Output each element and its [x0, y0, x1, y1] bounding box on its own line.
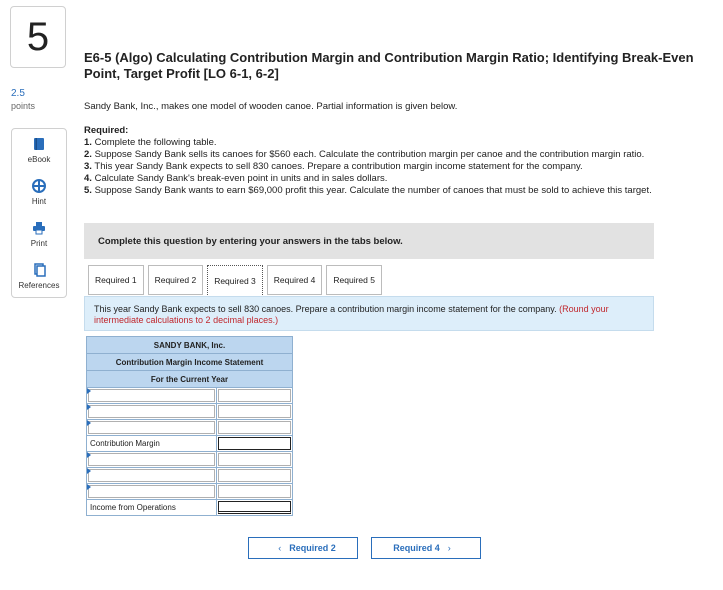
amount-input[interactable]: [218, 485, 291, 498]
tab-required-1[interactable]: Required 1: [88, 265, 144, 295]
income-from-operations-input[interactable]: [218, 501, 291, 514]
contribution-margin-input[interactable]: [218, 437, 291, 450]
table-row: [87, 404, 293, 420]
question-title: E6-5 (Algo) Calculating Contribution Margin and Contribution Margin Ratio; Identifying Break-Even Point, Target Profit [LO 6-1, 6-2]: [84, 50, 694, 81]
required-item-num: 3.: [84, 161, 92, 172]
complete-instruction: Complete this question by entering your answers in the tabs below.: [84, 223, 654, 259]
table-row: [87, 452, 293, 468]
ebook-label: eBook: [27, 154, 51, 164]
required-item-text: Suppose Sandy Bank sells its canoes for $560 each. Calculate the contribution margin per canoe and the contribution margin ratio.: [94, 149, 645, 160]
required-item: [84, 137, 716, 149]
amount-input[interactable]: [218, 469, 291, 482]
required-item: [84, 161, 716, 173]
required-heading: Required:: [84, 125, 129, 136]
rounding-note: (Round your intermediate calculations to 2 decimal places.): [94, 304, 609, 325]
required-item-text: Complete the following table.: [94, 137, 217, 148]
table-row: [87, 420, 293, 436]
print-icon: [32, 221, 46, 235]
table-row: [87, 484, 293, 500]
statement-company: SANDY BANK, Inc.: [87, 337, 293, 354]
ebook-button[interactable]: [12, 129, 66, 171]
tab-required-2[interactable]: Required 2: [148, 265, 204, 295]
chevron-left-icon: ‹: [278, 543, 282, 553]
table-row: [87, 436, 293, 452]
next-required-button[interactable]: [371, 537, 481, 559]
table-row: [87, 388, 293, 404]
required-item-num: 5.: [84, 185, 92, 196]
statement-name: Contribution Margin Income Statement: [87, 354, 293, 371]
prev-required-label: Required 2: [289, 543, 336, 553]
contribution-margin-label: Contribution Margin: [90, 438, 160, 448]
table-row: [87, 500, 293, 516]
table-row: [87, 468, 293, 484]
required-item: [84, 173, 716, 185]
required-item-num: 1.: [84, 137, 92, 148]
required-list: [84, 125, 716, 197]
tab-required-3[interactable]: Required 3: [207, 265, 263, 297]
prev-required-button[interactable]: [248, 537, 358, 559]
question-intro: Sandy Bank, Inc., makes one model of wooden canoe. Partial information is given below.: [84, 101, 458, 112]
line-item-select[interactable]: [88, 469, 215, 482]
line-item-select[interactable]: [88, 405, 215, 418]
required-item-num: 4.: [84, 173, 92, 184]
required-item-text: This year Sandy Bank expects to sell 830 canoes. Prepare a contribution margin income statement for the company.: [94, 161, 583, 172]
hint-icon: [32, 179, 46, 193]
dropdown-arrow-icon: [87, 388, 91, 394]
required-item-text: Suppose Sandy Bank wants to earn $69,000 profit this year. Calculate the number of canoes that must be sold to achieve this target.: [94, 185, 652, 196]
tab-required-5[interactable]: Required 5: [326, 265, 382, 295]
amount-input[interactable]: [218, 421, 291, 434]
references-button[interactable]: [12, 255, 66, 297]
question-number: 5: [10, 6, 66, 68]
line-item-select[interactable]: [88, 485, 215, 498]
tab-instruction: This year Sandy Bank expects to sell 830 canoes. Prepare a contribution margin income statement for the company.: [94, 304, 557, 314]
dropdown-arrow-icon: [87, 404, 91, 410]
side-tools: [11, 128, 67, 298]
required-item-text: Calculate Sandy Bank's break-even point in units and in sales dollars.: [94, 173, 388, 184]
dropdown-arrow-icon: [87, 484, 91, 490]
tab-instruction-panel: [84, 296, 654, 331]
next-required-label: Required 4: [393, 543, 440, 553]
required-item: [84, 149, 716, 161]
book-icon: [32, 137, 46, 151]
tab-bar: [88, 265, 386, 297]
required-item: [84, 185, 716, 197]
required-item-num: 2.: [84, 149, 92, 160]
line-item-select[interactable]: [88, 421, 215, 434]
amount-input[interactable]: [218, 405, 291, 418]
dropdown-arrow-icon: [87, 420, 91, 426]
hint-button[interactable]: [12, 171, 66, 213]
dropdown-arrow-icon: [87, 468, 91, 474]
income-from-operations-label: Income from Operations: [90, 502, 176, 512]
amount-input[interactable]: [218, 453, 291, 466]
line-item-select[interactable]: [88, 389, 215, 402]
references-icon: [32, 263, 46, 277]
points-value: 2.5: [11, 88, 25, 99]
chevron-right-icon: ›: [447, 543, 451, 553]
points-label: points: [11, 101, 36, 111]
tab-required-4[interactable]: Required 4: [267, 265, 323, 295]
amount-input[interactable]: [218, 389, 291, 402]
line-item-select[interactable]: [88, 453, 215, 466]
print-button[interactable]: [12, 213, 66, 255]
hint-label: Hint: [31, 196, 47, 206]
print-label: Print: [30, 238, 48, 248]
income-statement-table: [86, 336, 293, 516]
statement-period: For the Current Year: [87, 371, 293, 388]
dropdown-arrow-icon: [87, 452, 91, 458]
references-label: References: [18, 280, 60, 290]
points-display: [11, 88, 35, 112]
